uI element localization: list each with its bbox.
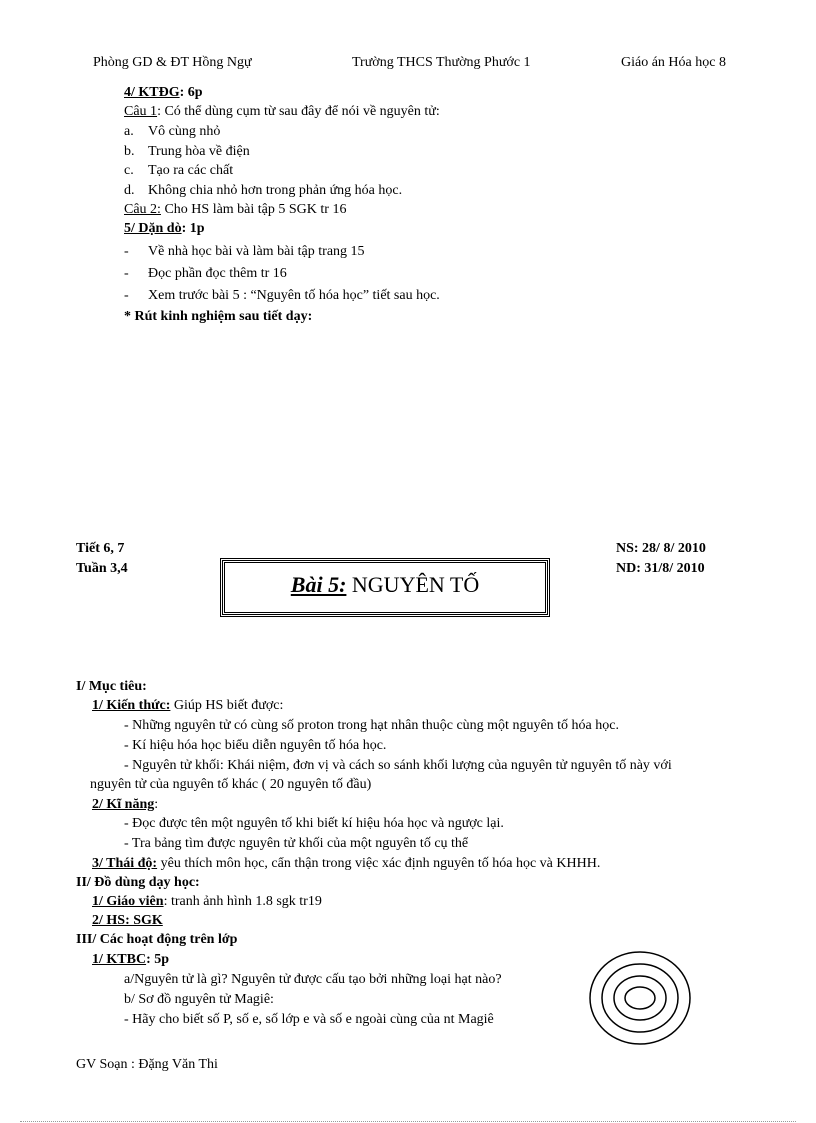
- kinang-item: - Tra bảng tìm được nguyên tử khối của một nguyên tố cụ thể: [124, 836, 469, 851]
- dando-item: - Đọc phần đọc thêm tr 16: [124, 266, 287, 281]
- muctieu-heading: I/ Mục tiêu:: [76, 679, 147, 694]
- kienthuc-item: - Nguyên tử khối: Khái niệm, đơn vị và cách so sánh khối lượng của nguyên tử nguyên tố này với: [124, 758, 672, 773]
- dando-time: : 1p: [181, 221, 205, 236]
- dando-item: - Xem trước bài 5 : “Nguyên tố hóa học” tiết sau học.: [124, 288, 440, 303]
- option-c: c. Tạo ra các chất: [124, 163, 234, 178]
- tuan-label: Tuần 3,4: [76, 561, 128, 576]
- ngay-soan: NS: 28/ 8/ 2010: [616, 541, 706, 556]
- lesson-title: [225, 572, 545, 598]
- ktdg-heading-line: [124, 84, 203, 102]
- thaido-line: [92, 855, 600, 873]
- ktbc-item: a/Nguyên tử là gì? Nguyên tử được cấu tạo bởi những loại hạt nào?: [124, 972, 502, 987]
- kienthuc-line: [92, 697, 283, 715]
- kienthuc-item: - Kí hiệu hóa học biểu diễn nguyên tố hóa học.: [124, 738, 387, 753]
- giaovien-text: : tranh ảnh hình 1.8 sgk tr19: [163, 894, 322, 909]
- lesson-title-text: NGUYÊN TỐ: [346, 572, 480, 597]
- kienthuc-text: Giúp HS biết được:: [170, 698, 284, 713]
- lesson-title-label: Bài 5:: [290, 572, 347, 597]
- q1-text: : Có thể dùng cụm từ sau đây để nói về nguyên tử:: [157, 104, 440, 119]
- kinang-line: 2/ Kĩ năng:: [92, 797, 159, 812]
- giaovien-label: 1/ Giáo viên: [92, 894, 164, 909]
- header-department: Phòng GD & ĐT Hồng Ngự: [93, 55, 252, 70]
- kienthuc-item: - Những nguyên tử có cùng số proton trong hạt nhân thuộc cùng một nguyên tố hóa học.: [124, 718, 619, 733]
- ktbc-label: 1/ KTBC: [92, 952, 147, 967]
- hocsinh-line: 2/ HS: SGK: [92, 913, 163, 928]
- ktbc-line: [92, 951, 169, 969]
- kinang-item: - Đọc được tên một nguyên tố khi biết kí hiệu hóa học và ngược lại.: [124, 816, 504, 831]
- lesson-title-box: [222, 560, 548, 615]
- tiet-label: Tiết 6, 7: [76, 541, 125, 556]
- atom-shell-diagram-icon: [588, 950, 692, 1046]
- dando-item: - Về nhà học bài và làm bài tập trang 15: [124, 244, 365, 259]
- dando-heading: 5/ Dặn dò: [124, 221, 182, 236]
- q2-text: Cho HS làm bài tập 5 SGK tr 16: [160, 202, 347, 217]
- hoatdong-heading: III/ Các hoạt động trên lớp: [76, 932, 238, 947]
- dodung-heading: II/ Đồ dùng dạy học:: [76, 875, 200, 890]
- kienthuc-item-cont: nguyên tử của nguyên tố khác ( 20 nguyên tố đầu): [90, 777, 372, 792]
- author: GV Soạn : Đặng Văn Thi: [76, 1057, 218, 1072]
- ktdg-question-2: [124, 201, 346, 219]
- ktbc-item: b/ Sơ đồ nguyên tử Magiê:: [124, 992, 274, 1007]
- ktdg-heading: 4/ KTĐG: [124, 85, 180, 100]
- thaido-text: yêu thích môn học, cẩn thận trong việc xác định nguyên tố hóa học và KHHH.: [157, 856, 601, 871]
- q1-label: Câu 1: [124, 104, 158, 119]
- rut-kinh-nghiem: * Rút kinh nghiệm sau tiết dạy:: [124, 309, 313, 324]
- ktdg-time: : 6p: [179, 85, 203, 100]
- ngay-day: ND: 31/8/ 2010: [616, 561, 705, 576]
- thaido-label: 3/ Thái độ:: [92, 856, 158, 871]
- q2-label: Câu 2:: [124, 202, 161, 217]
- option-a: a. Vô cùng nhỏ: [124, 124, 221, 139]
- option-b: b. Trung hòa về điện: [124, 144, 250, 159]
- ktdg-question-1: [124, 103, 440, 121]
- header-school: Trường THCS Thường Phước 1: [352, 55, 531, 70]
- dando-heading-line: [124, 220, 205, 238]
- ktbc-time: : 5p: [146, 952, 170, 967]
- kinang-label: 2/ Kĩ năng: [92, 797, 155, 812]
- ktbc-item: - Hãy cho biết số P, số e, số lớp e và số e ngoài cùng của nt Magiê: [124, 1012, 494, 1027]
- kienthuc-label: 1/ Kiến thức:: [92, 698, 171, 713]
- header-subject: Giáo án Hóa học 8: [621, 55, 726, 70]
- page-bottom-divider: [20, 1121, 796, 1122]
- giaovien-line: [92, 893, 322, 911]
- option-d: d. Không chia nhỏ hơn trong phản ứng hóa học.: [124, 183, 403, 198]
